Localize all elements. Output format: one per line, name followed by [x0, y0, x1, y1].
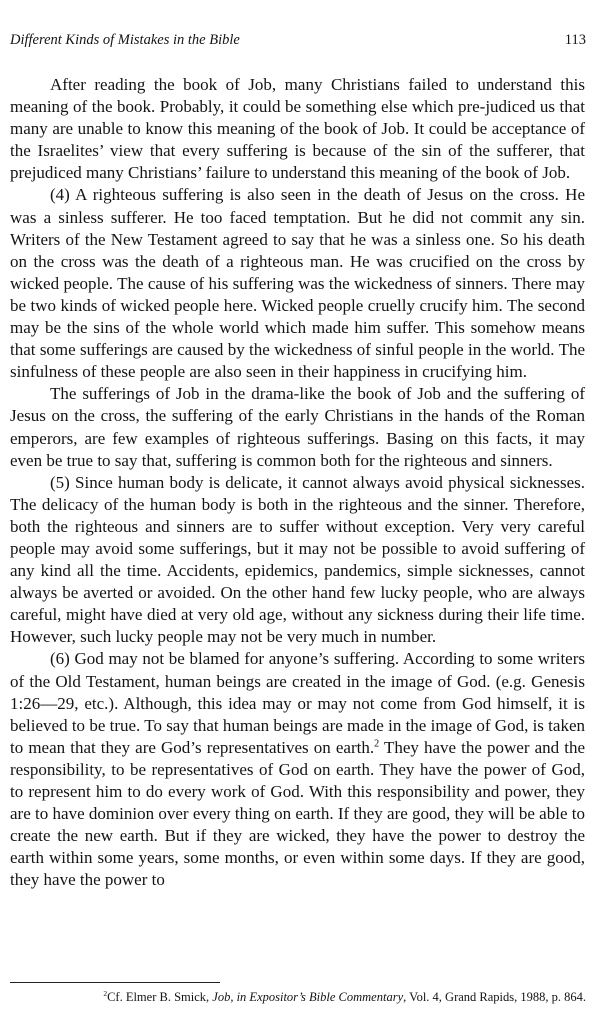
page-number: 113 — [564, 32, 586, 48]
footnote-title: Job, in Expositor’s Bible Commentary — [212, 990, 404, 1004]
paragraph-point-4: (4) A righteous suffering is also seen in the death of Jesus on the cross. He was a sinless sufferer. He too faced temptation. But he did not commit any sin. Writers of the New Testament agreed to say that he was a sinless one. So his death on the cross was the death of a righteous man. He was crucified on the cross by wicked people. The cause of his suffering was the wickedness of sinners. There may be two kinds of wicked people here. Wicked people cruelly crucify him. The second may be the sins of the whole world which made him suffer. This somehow means that some sufferings are caused by the wickedness of sinful people in the world. The sinfulness of these people are also seen in their happiness in crucifying him. — [10, 185, 585, 382]
footnote-divider — [10, 982, 220, 983]
footnote-reference: 2 — [374, 738, 380, 750]
paragraph-point-5: (5) Since human body is delicate, it cannot always avoid physical sicknesses. The delicacy of the human body is both in the righteous and the sinner. Therefore, both the righteous and sinners are to suffer without exception. Very very careful people may avoid some sufferings, but it may not be possible to avoid suffering of any kind all the time. Accidents, epidemics, pandemics, simple sicknesses, cannot always be averted or avoided. On the other hand few lucky people, who are always careful, might have died at very old age, without any sickness during their life time. However, such lucky people may not be very much in number. — [10, 472, 585, 647]
paragraph-point-6-start: (6) God may not be blamed for anyone’s suffering. According to some writers of the Old Testament, human beings are created in the image of God. (e.g. Genesis 1:26—29, etc.). Although, this idea may or may not come from God himself, it is believed to be true. To say that human beings are made in the image of God, is taken to mean that they are God’s representatives on earth. — [10, 649, 585, 757]
running-head — [10, 30, 586, 50]
paragraph-righteous-sufferings: The sufferings of Job in the drama-like the book of Job and the suffering of Jesus on the cross, the suffering of the early Christians in the hands of the Roman emperors, are few examples of righteous sufferings. Basing on this facts, it may even be true to say that, suffering is common both for the righteous and sinners. — [10, 384, 585, 470]
footnote-prefix: Cf. Elmer B. Smick, — [107, 990, 213, 1004]
paragraph-point-6 — [10, 648, 585, 891]
running-title: Different Kinds of Mistakes in the Bible — [10, 32, 240, 48]
footnote-suffix: , Vol. 4, Grand Rapids, 1988, p. 864. — [403, 990, 586, 1004]
body-text — [10, 74, 585, 891]
footnote-marker: 2 — [103, 988, 108, 998]
paragraph-point-6-end: They have the power and the responsibility, to be representatives of God on earth. They have the power of God, to represent him to do every work of God. With this responsibility and power, they are to have dominion over every thing on earth. If they are good, they will be able to create the new earth. But if they are wicked, they have the power to destroy the earth within some years, some months, or even within some days. If they are good, they have the power to — [10, 737, 586, 890]
footnote — [10, 989, 586, 1005]
paragraph-job-meaning: After reading the book of Job, many Christians failed to understand this meaning of the book. Probably, it could be something else which pre-judiced us that many are unable to know this meaning of the book of Job. It could be acceptance of the Israelites’ view that every suffering is because of the sin of the sufferer, that prejudiced many Christians’ failure to understand this meaning of the book of Job. — [10, 75, 585, 183]
